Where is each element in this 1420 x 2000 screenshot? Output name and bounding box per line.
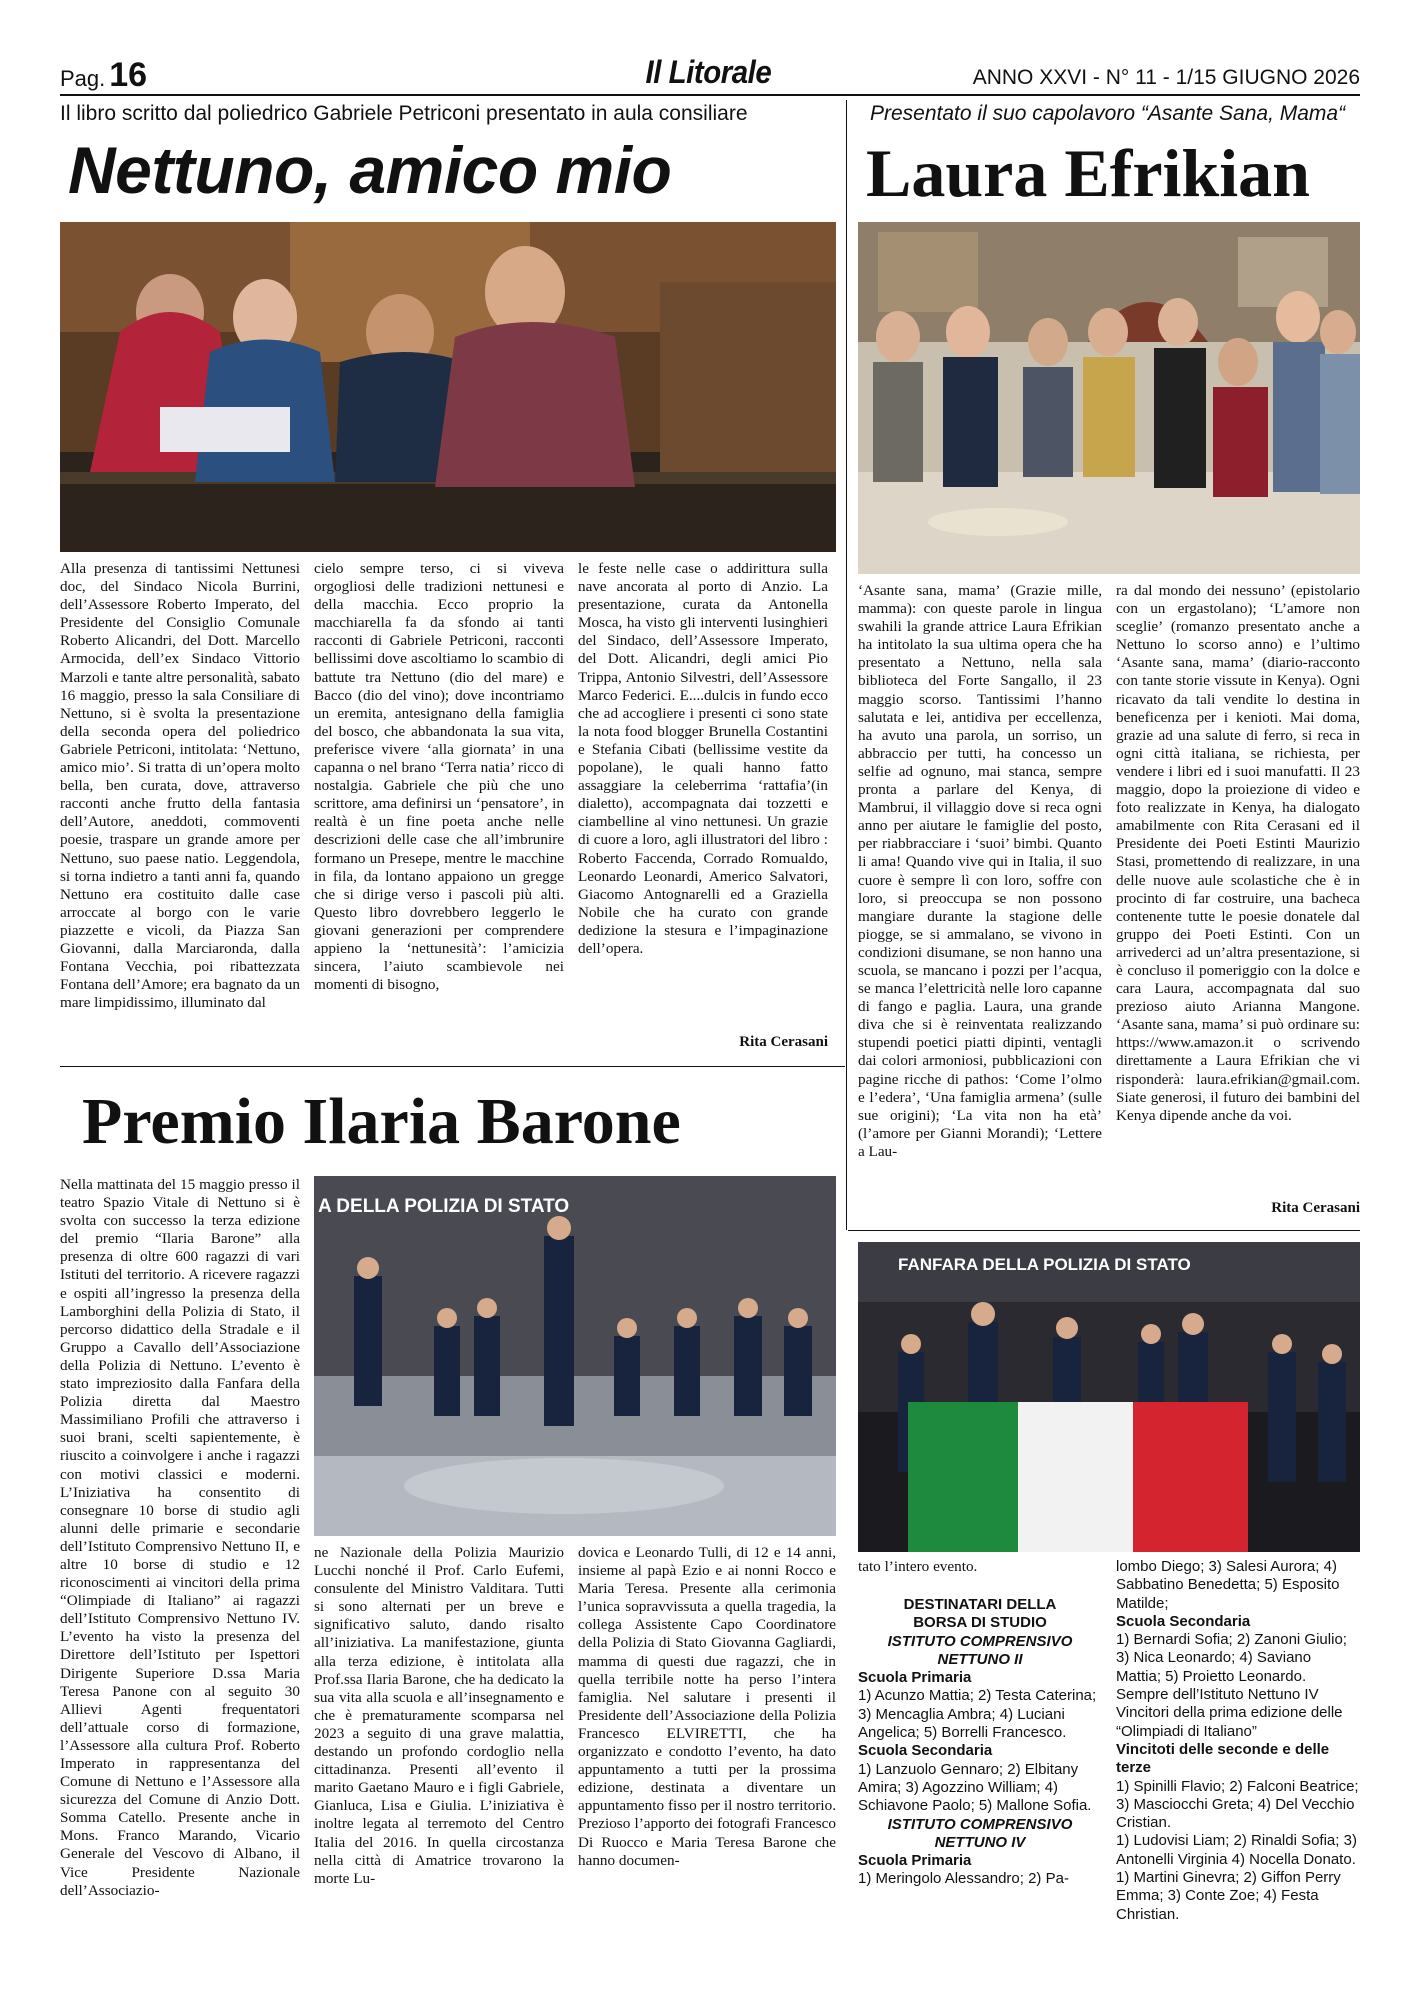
article2-column-2: ra dal mondo dei nessuno’ (epistolario con un ergastolano); ‘L’amore non sceglie’ (romanzo presentato anche a Nettuno lo scorso anno) e l’ultimo ‘Asante sana, mama’ (diario-racconto con tante storie vissute in Kenya). Ogni ricavato da tali vendite lo destina in beneficenza per i kenioti. Mai doma, grazie ad una salute di ferro, si reca in ogni città italiana, se richiesta, per vendere i libri ed i suoi manufatti. Il 23 maggio, dopo la proiezione di video e foto realizzate in Kenya, ha dialogato amabilmente con Rita Cerasani ed il Presidente dei Poeti Estinti Maurizio Stasi, promettendo di realizzare, in una delle nuove aule scolastiche che è in procinto di far costruire, una bacheca contenente tutte le poesie donatele dal gruppo dei Poeti Estinti. Con un arrivederci ad un’altra presentazione, si è concluso il pomeriggio con la dolce e cara Laura, accompagnata dal suo prezioso aiuto Arianna Mangone. ‘Asante sana, mama’ si può ordinare su: https://www.amazon.it o scrivendo direttamente a Laura Efrikian che vi risponderà: laura.efrikian@gmail.com. Siate generosi, il futuro dei bambini del Kenya dipende anche da voi. xyxy=(1116,582,1360,1124)
article2-byline: Rita Cerasani xyxy=(1271,1200,1360,1216)
list-line: DESTINATARI DELLA xyxy=(903,1596,1057,1613)
list-line: Scuola Primaria xyxy=(858,1669,972,1687)
page-label: Pag. xyxy=(60,66,106,91)
article2-kicker: Presentato il suo capolavoro “Asante Sana, Mama“ xyxy=(870,102,1346,125)
page-number xyxy=(60,56,147,95)
article2-column-1: ‘Asante sana, mama’ (Grazie mille, mamma): con queste parole in lingua swahili la grande attrice Laura Efrikian ha intitolato la sua ultima opera che ha presentato a Nettuno, nella sala biblioteca del Forte Sangallo, il 23 maggio scorso. Tantissimi l’hanno salutata e lei, antidiva per eccellenza, ha avuto una parola, un sorriso, un abbraccio per tutti, ha concesso un selfie ad ognuno, mai stanca, sempre pronta a parlare del Kenya, di Mambrui, il villaggio dove si reca ogni anno per aiutare le famiglie del posto, per riabbracciare i ‘suoi’ bimbi. Quanto li ama! Quando vive qui in Italia, il suo cuore è sempre lì con loro, soffre con loro, si preoccupa se non possono mangiare durante la stagione delle piogge, se si ammalano, se vivono in condizioni disumane, se non hanno una scuola, se mancano i pozzi per l’acqua, se manca l’elettricità nelle loro capanne di fango e paglia. Laura, una grande diva che si è reinventata realizzando stupendi poetici piatti dipinti, ventagli dai colori armoniosi, pubblicazioni con pagine ricche di pathos: ‘Come l’olmo e l’edera’, ‘Una famiglia armena’ (sulle sue origini); ‘La vita non ha età’ (l’amore per Gianni Morandi); ‘Lettere a Lau- xyxy=(858,582,1102,1160)
article3-photo-band xyxy=(314,1176,836,1536)
list-line: 1) Martini Ginevra; 2) Giffon Perry Emma; 3) Conte Zoe; 4) Festa Christian. xyxy=(1116,1869,1341,1923)
list-line: 1) Lanzuolo Gennaro; 2) Elbitany Amira; 3) Agozzino William; 4) Schiavone Paolo; 5) Mallone Sofia. xyxy=(858,1760,1092,1815)
article3-column-2: ne Nazionale della Polizia Maurizio Lucchi nonché il Prof. Carlo Eufemi, consulente del Ministro Valditara. Tutti si sono alternati per un breve e significativo saluto, dando risalto all’iniziativa. La manifestazione, giunta alla terza edizione, è intitolata alla Prof.ssa Ilaria Barone, che ha dedicato la sua vita alla scuola e all’insegnamento e che è prematuramente scomparsa nel 2023 a seguito di una grave malattia, destando un profondo cordoglio nella cittadinanza. Presenti all’evento il marito Gaetano Mauro e i figli Gabriele, Gianluca, Lisa e Giulia. L’iniziativa è inoltre legata al terremoto del Centro Italia del 2016. In quella circostanza nella città di Amatrice trovarono la morte Lu- xyxy=(314,1544,564,1887)
article3-column-1: Nella mattinata del 15 maggio presso il teatro Spazio Vitale di Nettuno si è svolta con successo la terza edizione del premio “Ilaria Barone” alla presenza di oltre 600 ragazzi di vari Istituti del territorio. A ricevere ragazzi e ospiti all’ingresso la presenza della Lamborghini della Polizia di Stato, il percorso didattico della Stradale e il Gruppo a Cavallo dell’Associazione della Polizia di Nettuno. L’evento è stato impreziosito dalla Fanfara della Polizia diretta dal Maestro Massimiliano Profili che attraverso i suoi brani, scelti sapientemente, è riuscito a coinvolgere i anche i ragazzi con motivi classici e moderni. L’Iniziativa ha consentito di consegnare 10 borse di studio agli alunni delle primarie e secondarie dell’Istituto Comprensivo Nettuno II, e altre 10 borse di studio e 12 riconoscimenti ai vincitori della prima “Olimpiade di Italiano” ai ragazzi dell’Istituto Comprensivo Nettuno IV. L’evento ha visto la presenza del Direttore dell’Istituto per Ispettori Dirigente Superiore D.ssa Maria Teresa Panone con al seguito 30 Allievi Agenti frequentatori dell’attuale corso di formazione, l’Assessore alla cultura Prof. Roberto Imperato in rappresentanza del Comune di Nettuno e l’Assessore alla sicurezza del Comune di Anzio Dott. Somma Catello. Presente anche in Mons. Franco Marando, Vicario Generale del Vescovo di Albano, il Vice Presidente Nazionale dell’Associazio- xyxy=(60,1176,300,1899)
article3-headline: Premio Ilaria Barone xyxy=(82,1085,681,1158)
scholarship-list-right xyxy=(1116,1558,1360,1978)
list-line: Sempre dell’Istituto Nettuno IV Vincitori della prima edizione delle “Olimpiadi di Italiano” xyxy=(1116,1686,1343,1740)
list-line: BORSA DI STUDIO xyxy=(913,1614,1047,1632)
list-line: 1) Ludovisi Liam; 2) Rinaldi Sofia; 3) Antonelli Virginia 4) Nocella Donato. xyxy=(1116,1832,1357,1868)
article3-photo-flag xyxy=(858,1242,1360,1552)
list-line: 1) Bernardi Sofia; 2) Zanoni Giulio; 3) Nica Leonardo; 4) Saviano Mattia; 5) Proietto Leonardo. xyxy=(1116,1631,1347,1685)
article1-kicker: Il libro scritto dal poliedrico Gabriele Petriconi presentato in aula consiliare xyxy=(60,102,748,125)
list-line: NETTUNO II xyxy=(937,1650,1023,1668)
header-rule xyxy=(60,94,1360,96)
article2-headline: Laura Efrikian xyxy=(866,135,1310,211)
column-divider xyxy=(846,100,847,1230)
list-line: ISTITUTO COMPRENSIVO xyxy=(887,1815,1073,1833)
masthead: Il Litorale xyxy=(645,54,772,90)
section-divider xyxy=(60,1066,845,1067)
list-line: Vincitoti delle seconde e delle terze xyxy=(1116,1740,1330,1777)
list-line: Scuola Secondaria xyxy=(858,1742,993,1760)
article1-column-1: Alla presenza di tantissimi Nettunesi doc, del Sindaco Nicola Burrini, dell’Assessore Roberto Imperato, del Presidente del Consiglio Comunale Roberto Alicandri, del Dott. Marcello Armocida, dell’ex Sindaco Vittorio Marzoli e tante altre personalità, sabato 16 maggio, presso la sala Consiliare di Nettuno, si è svolta la presentazione della seconda opera del poliedrico Gabriele Petriconi, intitolata: ‘Nettuno, amico mio’. Si tratta di un’opera molto bella, ben curata, dove, attraverso racconti anche frutto della fantasia dell’Autore, aneddoti, commoventi poesie, traspare un grande amore per Nettuno, suo paese natio. Leggendola, si torna indietro a tanti anni fa, quando Nettuno era costituito dalle case arroccate al borgo con le varie piazzette e vicoli, da Piazza San Giovanni, dalla Marciaronda, dalla Fontana Vecchia, poi ribattezzata Fontana dell’Amore; era bagnato da un mare limpidissimo, illuminato dal xyxy=(60,560,300,1012)
list-line: NETTUNO IV xyxy=(934,1833,1026,1851)
article3-column-4: tato l’intero evento. xyxy=(858,1558,978,1575)
article3-column-3: dovica e Leonardo Tulli, di 12 e 14 anni, insieme al papà Ezio e ai nonni Rocco e Maria Teresa. Presente alla cerimonia l’unica sopravvissuta a quella tragedia, la collega Assistente Capo Coordinatore della Polizia di Stato Giovanna Gagliardi, mamma di questi due ragazzi, che in quella terribile notte ha perso l’intera famiglia. Nel salutare i presenti il Presidente dell’Associazione della Polizia Francesco ELVIRETTI, che ha organizzato e condotto l’evento, ha dato appuntamento a tutti per la prossima edizione, destinata a diventare un appuntamento fisso per il nostro territorio. Prezioso l’apporto dei fotografi Francesco Di Ruocco e Maria Teresa Barone che hanno documen- xyxy=(578,1544,836,1869)
article2-photo xyxy=(858,222,1360,574)
photo-banner-left: A DELLA POLIZIA DI STATO xyxy=(318,1196,570,1217)
list-line: 1) Spinilli Flavio; 2) Falconi Beatrice; 3) Masciocchi Greta; 4) Del Vecchio Cristian. xyxy=(1116,1777,1359,1832)
list-line: lombo Diego; 3) Salesi Aurora; 4) Sabbatino Benedetta; 5) Esposito Matilde; xyxy=(1116,1558,1340,1612)
article1-photo xyxy=(60,222,836,552)
article1-column-3: le feste nelle case o addirittura sulla nave ancorata al porto di Anzio. La presentazione, curata da Antonella Mosca, ha visto gli interventi lusinghieri del Sindaco, dell’Assessore Imperato, del Dott. Alicandri, degli amici Pio Trippa, Antonio Silvestri, dell’Assessore Marco Federici. E....dulcis in fundo ecco che ad accogliere i presenti ci sono state la nota food blogger Brunella Costantini e Stefania Cibati (bellissime vestite da popolane), le quali hanno fatto assaggiare la celeberrima ‘rattafia’(in dialetto), accompagnata dai tozzetti e ciambelline al vino nettunesi. Un grazie di cuore a loro, agli illustratori del libro : Roberto Faccenda, Corrado Romualdo, Leonardo Leonardi, Americo Salvatori, Giacomo Antognarelli ed a Graziella Nobile che ha curato con grande dedizione la stesura e l’impaginazione dell’opera. xyxy=(578,560,828,957)
list-line: Scuola Secondaria xyxy=(1116,1612,1251,1630)
section-divider-right xyxy=(848,1230,1360,1231)
scholarship-list-left xyxy=(858,1596,1102,1980)
list-line: 1) Meringolo Alessandro; 2) Pa- xyxy=(858,1870,1069,1888)
list-line: ISTITUTO COMPRENSIVO xyxy=(887,1632,1073,1650)
page-number-value: 16 xyxy=(109,56,148,94)
issue-info: ANNO XXVI - N° 11 - 1/15 GIUGNO 2026 xyxy=(972,66,1360,89)
list-line: Scuola Primaria xyxy=(858,1852,972,1870)
article1-column-2: cielo sempre terso, ci si viveva orgogliosi delle tradizioni nettunesi e della macchia. Ecco proprio la macchiarella fa da sfondo ai tanti racconti di Gabriele Petriconi, racconti bellissimi dove ascoltiamo lo scambio di battute tra Nettuno (dio del mare) e Bacco (dio del vino); dove incontriamo un eremita, antesignano della famiglia del bosco, che abbandonata la sua vita, preferisce vivere ‘alla giornata’ in una capanna o nel brano ‘Terra natia’ ricco di nostalgia. Gabriele che più che uno scrittore, ama definirsi un ‘pensatore’, in realtà è un fine poeta anche nelle descrizioni delle case che all’imbrunire formano un Presepe, mentre le macchine in fila, da lontano appaiono un gregge che si dirige verso i pascoli più alti. Questo libro dovrebbero leggerlo le giovani generazioni per comprendere appieno la ‘nettunesità’: l’amicizia sincera, l’aiuto scambievole nei momenti di bisogno, xyxy=(314,560,564,994)
list-line: 1) Acunzo Mattia; 2) Testa Caterina; 3) Mencaglia Ambra; 4) Luciani Angelica; 5) Borrelli Francesco. xyxy=(858,1687,1097,1742)
article1-byline: Rita Cerasani xyxy=(739,1034,828,1050)
photo-banner-right: FANFARA DELLA POLIZIA DI STATO xyxy=(898,1255,1191,1274)
article1-headline: Nettuno, amico mio xyxy=(68,133,672,207)
